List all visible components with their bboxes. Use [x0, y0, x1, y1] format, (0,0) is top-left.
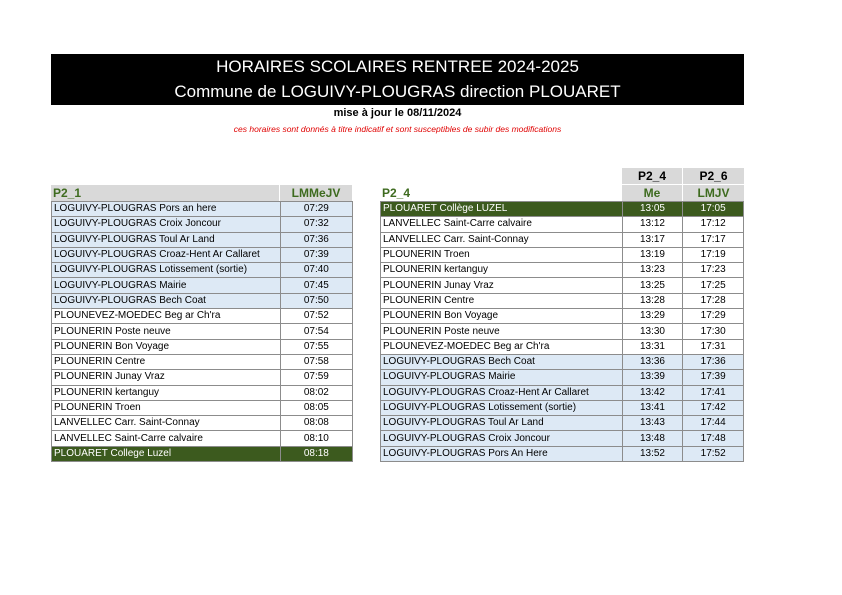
table-row: [52, 247, 353, 262]
table-row: [52, 232, 353, 247]
table-row: [381, 309, 744, 324]
table-row: [52, 263, 353, 278]
stop-name: PLOUNERIN Centre: [52, 354, 281, 369]
departure-time: 07:58: [280, 354, 352, 369]
table-row: [52, 278, 353, 293]
departure-time-me: 13:39: [622, 370, 683, 385]
departure-time: 07:50: [280, 293, 352, 308]
right-col1-days-header: [622, 185, 682, 201]
stop-name: LANVELLEC Saint-Carre calvaire: [52, 431, 281, 446]
right-col2-line-header: [683, 168, 744, 184]
stop-name: PLOUNEVEZ-MOEDEC Beg ar Ch'ra: [52, 309, 281, 324]
table-row: [381, 263, 744, 278]
stop-name: PLOUNEVEZ-MOEDEC Beg ar Ch'ra: [381, 339, 623, 354]
departure-time: 07:36: [280, 232, 352, 247]
stop-name: LOGUIVY-PLOUGRAS Pors an here: [52, 202, 281, 217]
table-row: [381, 324, 744, 339]
departure-time-lmjv: 17:25: [683, 278, 744, 293]
title-banner: [51, 54, 744, 105]
departure-time: 07:45: [280, 278, 352, 293]
stop-name: LOGUIVY-PLOUGRAS Pors An Here: [381, 446, 623, 461]
left-line-name: P2_1: [53, 186, 82, 200]
stop-name: LOGUIVY-PLOUGRAS Croix Joncour: [381, 431, 623, 446]
title-line-1: HORAIRES SCOLAIRES RENTREE 2024-2025: [216, 57, 579, 76]
stop-name: PLOUNERIN Junay Vraz: [381, 278, 623, 293]
departure-time-lmjv: 17:05: [683, 202, 744, 217]
stop-name: LOGUIVY-PLOUGRAS Toul Ar Land: [52, 232, 281, 247]
departure-time: 07:52: [280, 309, 352, 324]
departure-time-lmjv: 17:52: [683, 446, 744, 461]
departure-time-lmjv: 17:23: [683, 263, 744, 278]
stop-name: PLOUNERIN Poste neuve: [381, 324, 623, 339]
table-row: [381, 339, 744, 354]
table-row: [52, 309, 353, 324]
stop-name: LANVELLEC Saint-Carre calvaire: [381, 217, 623, 232]
right-col2-days-header: [683, 185, 744, 201]
stop-name: PLOUNERIN Poste neuve: [52, 324, 281, 339]
departure-time: 07:32: [280, 217, 352, 232]
right-line-header: [380, 185, 622, 201]
table-row: [381, 446, 744, 461]
stop-name: LOGUIVY-PLOUGRAS Croaz-Hent Ar Callaret: [52, 247, 281, 262]
departure-time-me: 13:52: [622, 446, 683, 461]
departure-time-lmjv: 17:19: [683, 247, 744, 262]
departure-time-lmjv: 17:29: [683, 309, 744, 324]
departure-time-me: 13:30: [622, 324, 683, 339]
stop-name: LANVELLEC Carr. Saint-Connay: [381, 232, 623, 247]
departure-time-me: 13:05: [622, 202, 683, 217]
departure-time: 08:08: [280, 416, 352, 431]
right-line-name: P2_4: [382, 186, 411, 200]
stop-name: PLOUARET College Luzel: [52, 446, 281, 461]
table-row: [381, 278, 744, 293]
left-line-header: [51, 185, 279, 201]
table-row: [52, 370, 353, 385]
stop-name: PLOUNERIN kertanguy: [381, 263, 623, 278]
stop-name: PLOUNERIN Bon Voyage: [381, 309, 623, 324]
departure-time-lmjv: 17:39: [683, 370, 744, 385]
right-col1-line-header: [622, 168, 682, 184]
departure-time-lmjv: 17:48: [683, 431, 744, 446]
table-row: [52, 400, 353, 415]
left-days: LMMeJV: [291, 186, 341, 200]
table-row: [52, 339, 353, 354]
title-line-2: Commune de LOGUIVY-PLOUGRAS direction PLOUARET: [174, 82, 621, 101]
table-row: [381, 217, 744, 232]
departure-time-me: 13:41: [622, 400, 683, 415]
stop-name: PLOUARET Collège LUZEL: [381, 202, 623, 217]
departure-time-lmjv: 17:12: [683, 217, 744, 232]
table-row: [381, 431, 744, 446]
table-row: [52, 431, 353, 446]
departure-time-me: 13:48: [622, 431, 683, 446]
departure-time-lmjv: 17:17: [683, 232, 744, 247]
table-row: [52, 324, 353, 339]
stop-name: LOGUIVY-PLOUGRAS Toul Ar Land: [381, 416, 623, 431]
stop-name: LOGUIVY-PLOUGRAS Mairie: [381, 370, 623, 385]
table-row: [381, 370, 744, 385]
departure-time-lmjv: 17:44: [683, 416, 744, 431]
stop-name: LOGUIVY-PLOUGRAS Croix Joncour: [52, 217, 281, 232]
disclaimer: ces horaires sont donnés à titre indicatif et sont susceptibles de subir des modifications: [233, 124, 562, 134]
departure-time-lmjv: 17:41: [683, 385, 744, 400]
departure-time: 07:54: [280, 324, 352, 339]
departure-time-me: 13:36: [622, 354, 683, 369]
stop-name: LOGUIVY-PLOUGRAS Bech Coat: [52, 293, 281, 308]
right-col1-line: P2_4: [637, 169, 667, 183]
stop-name: PLOUNERIN kertanguy: [52, 385, 281, 400]
departure-time-me: 13:12: [622, 217, 683, 232]
departure-time-me: 13:19: [622, 247, 683, 262]
table-row: [52, 416, 353, 431]
table-row: [52, 354, 353, 369]
stop-name: LOGUIVY-PLOUGRAS Mairie: [52, 278, 281, 293]
update-date: mise à jour le 08/11/2024: [333, 107, 462, 119]
departure-time: 07:29: [280, 202, 352, 217]
left-schedule-table: [51, 201, 353, 462]
departure-time: 08:02: [280, 385, 352, 400]
departure-time-me: 13:28: [622, 293, 683, 308]
departure-time: 07:40: [280, 263, 352, 278]
table-row: [381, 232, 744, 247]
departure-time-lmjv: 17:28: [683, 293, 744, 308]
table-row: [381, 385, 744, 400]
table-row: [52, 385, 353, 400]
stop-name: LOGUIVY-PLOUGRAS Lotissement (sortie): [52, 263, 281, 278]
table-row: [381, 400, 744, 415]
departure-time-me: 13:29: [622, 309, 683, 324]
departure-time-lmjv: 17:42: [683, 400, 744, 415]
departure-time-me: 13:23: [622, 263, 683, 278]
stop-name: PLOUNERIN Bon Voyage: [52, 339, 281, 354]
departure-time-me: 13:25: [622, 278, 683, 293]
departure-time-lmjv: 17:36: [683, 354, 744, 369]
stop-name: LANVELLEC Carr. Saint-Connay: [52, 416, 281, 431]
departure-time-me: 13:43: [622, 416, 683, 431]
stop-name: PLOUNERIN Troen: [381, 247, 623, 262]
departure-time-me: 13:17: [622, 232, 683, 247]
right-col2-line: P2_6: [699, 169, 728, 183]
table-row: [381, 416, 744, 431]
table-row: [381, 293, 744, 308]
right-schedule-table: [380, 201, 744, 462]
stop-name: PLOUNERIN Troen: [52, 400, 281, 415]
table-row: [381, 247, 744, 262]
table-row: [381, 202, 744, 217]
departure-time: 08:18: [280, 446, 352, 461]
table-row: [52, 217, 353, 232]
table-row: [52, 293, 353, 308]
right-col1-days: Me: [643, 186, 661, 200]
table-row: [381, 354, 744, 369]
departure-time: 08:05: [280, 400, 352, 415]
departure-time-me: 13:42: [622, 385, 683, 400]
stop-name: LOGUIVY-PLOUGRAS Croaz-Hent Ar Callaret: [381, 385, 623, 400]
stop-name: LOGUIVY-PLOUGRAS Lotissement (sortie): [381, 400, 623, 415]
stop-name: PLOUNERIN Junay Vraz: [52, 370, 281, 385]
stop-name: PLOUNERIN Centre: [381, 293, 623, 308]
departure-time-lmjv: 17:30: [683, 324, 744, 339]
left-days-header: [280, 185, 352, 201]
stop-name: LOGUIVY-PLOUGRAS Bech Coat: [381, 354, 623, 369]
departure-time: 08:10: [280, 431, 352, 446]
departure-time-lmjv: 17:31: [683, 339, 744, 354]
departure-time: 07:59: [280, 370, 352, 385]
departure-time-me: 13:31: [622, 339, 683, 354]
departure-time: 07:55: [280, 339, 352, 354]
right-col2-days: LMJV: [697, 186, 730, 200]
table-row: [52, 446, 353, 461]
departure-time: 07:39: [280, 247, 352, 262]
table-row: [52, 202, 353, 217]
